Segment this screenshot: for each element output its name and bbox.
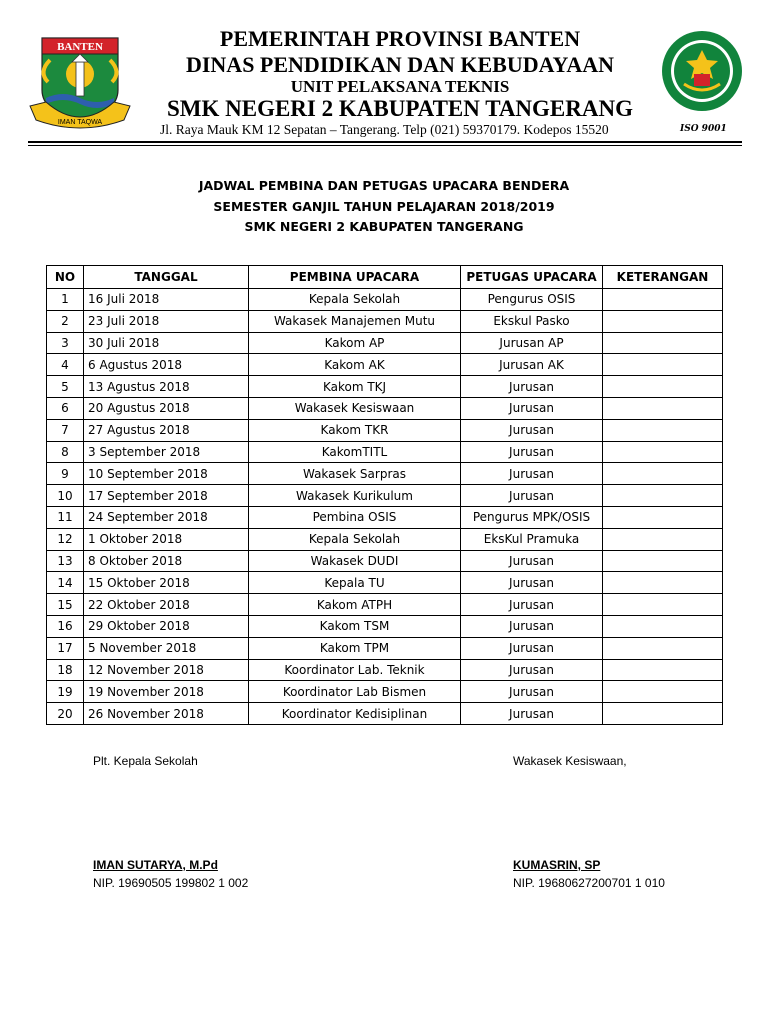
cell-pembina: Kepala TU <box>249 572 461 594</box>
cell-keterangan <box>603 615 723 637</box>
cell-tanggal: 19 November 2018 <box>84 681 249 703</box>
cell-tanggal: 12 November 2018 <box>84 659 249 681</box>
cell-tanggal: 20 Agustus 2018 <box>84 397 249 419</box>
cell-petugas: Jurusan <box>461 485 603 507</box>
table-row <box>47 397 723 419</box>
right-signature-name: KUMASRIN, SP <box>513 858 601 872</box>
cell-tanggal: 23 Juli 2018 <box>84 310 249 332</box>
cell-keterangan <box>603 310 723 332</box>
left-signature-role: Plt. Kepala Sekolah <box>93 754 198 768</box>
cell-tanggal: 22 Oktober 2018 <box>84 594 249 616</box>
cell-pembina: Wakasek Kesiswaan <box>249 397 461 419</box>
letterhead-rule-thick <box>28 141 742 143</box>
cell-tanggal: 3 September 2018 <box>84 441 249 463</box>
cell-tanggal: 6 Agustus 2018 <box>84 354 249 376</box>
cell-tanggal: 5 November 2018 <box>84 637 249 659</box>
cell-pembina: Kakom TKJ <box>249 376 461 398</box>
cell-no: 17 <box>47 637 84 659</box>
letterhead-line-3: UNIT PELAKSANA TEKNIS <box>290 77 510 96</box>
header-tanggal: TANGGAL <box>84 266 249 289</box>
svg-text:IMAN TAQWA: IMAN TAQWA <box>57 119 103 126</box>
cell-petugas: Jurusan <box>461 615 603 637</box>
left-signature-nip: NIP. 19690505 199802 1 002 <box>93 876 249 890</box>
cell-pembina: Kakom AP <box>249 332 461 354</box>
cell-tanggal: 13 Agustus 2018 <box>84 376 249 398</box>
cell-no: 16 <box>47 615 84 637</box>
header-pembina: PEMBINA UPACARA <box>249 266 461 289</box>
table-row <box>47 441 723 463</box>
cell-no: 18 <box>47 659 84 681</box>
table-row <box>47 354 723 376</box>
iso-label: ISO 9001 <box>680 124 727 134</box>
cell-petugas: Jurusan AK <box>461 354 603 376</box>
cell-tanggal: 8 Oktober 2018 <box>84 550 249 572</box>
cell-no: 13 <box>47 550 84 572</box>
cell-petugas: Pengurus MPK/OSIS <box>461 506 603 528</box>
cell-no: 10 <box>47 485 84 507</box>
cell-pembina: Kepala Sekolah <box>249 289 461 311</box>
cell-pembina: Wakasek Kurikulum <box>249 485 461 507</box>
table-row <box>47 594 723 616</box>
table-row <box>47 289 723 311</box>
right-signature-role: Wakasek Kesiswaan, <box>513 754 627 768</box>
letterhead-rule-thin <box>28 145 742 146</box>
school-seal-icon <box>660 30 744 112</box>
table-header-row <box>47 266 723 289</box>
cell-petugas: Jurusan <box>461 376 603 398</box>
document-title-line-2: SEMESTER GANJIL TAHUN PELAJARAN 2018/2019 <box>213 199 555 214</box>
cell-keterangan <box>603 463 723 485</box>
table-row <box>47 419 723 441</box>
table-row <box>47 637 723 659</box>
cell-keterangan <box>603 572 723 594</box>
cell-petugas: Jurusan <box>461 441 603 463</box>
cell-keterangan <box>603 594 723 616</box>
table-row <box>47 506 723 528</box>
svg-text:BANTEN: BANTEN <box>57 41 103 53</box>
document-title-line-3: SMK NEGERI 2 KABUPATEN TANGERANG <box>244 219 524 234</box>
cell-pembina: Kakom AK <box>249 354 461 376</box>
cell-no: 12 <box>47 528 84 550</box>
cell-no: 14 <box>47 572 84 594</box>
cell-keterangan <box>603 528 723 550</box>
cell-petugas: Jurusan AP <box>461 332 603 354</box>
cell-keterangan <box>603 681 723 703</box>
cell-no: 2 <box>47 310 84 332</box>
cell-tanggal: 10 September 2018 <box>84 463 249 485</box>
cell-petugas: Jurusan <box>461 594 603 616</box>
cell-keterangan <box>603 659 723 681</box>
cell-petugas: Pengurus OSIS <box>461 289 603 311</box>
table-row <box>47 376 723 398</box>
cell-pembina: Kakom ATPH <box>249 594 461 616</box>
cell-keterangan <box>603 485 723 507</box>
cell-pembina: Kepala Sekolah <box>249 528 461 550</box>
table-row <box>47 332 723 354</box>
cell-pembina: Wakasek Manajemen Mutu <box>249 310 461 332</box>
cell-petugas: Jurusan <box>461 659 603 681</box>
letterhead-address: Jl. Raya Mauk KM 12 Sepatan – Tangerang. Telp (021) 59370179. Kodepos 15520 <box>160 122 609 137</box>
cell-pembina: Wakasek Sarpras <box>249 463 461 485</box>
cell-tanggal: 30 Juli 2018 <box>84 332 249 354</box>
cell-no: 6 <box>47 397 84 419</box>
cell-pembina: Kakom TKR <box>249 419 461 441</box>
cell-pembina: Kakom TSM <box>249 615 461 637</box>
letterhead-school-name: SMK NEGERI 2 KABUPATEN TANGERANG <box>166 96 633 121</box>
table-row <box>47 681 723 703</box>
cell-no: 4 <box>47 354 84 376</box>
cell-no: 11 <box>47 506 84 528</box>
cell-no: 3 <box>47 332 84 354</box>
table-row <box>47 485 723 507</box>
cell-pembina: Pembina OSIS <box>249 506 461 528</box>
cell-no: 8 <box>47 441 84 463</box>
cell-tanggal: 17 September 2018 <box>84 485 249 507</box>
cell-no: 1 <box>47 289 84 311</box>
cell-petugas: Jurusan <box>461 681 603 703</box>
cell-keterangan <box>603 637 723 659</box>
document-title-line-1: JADWAL PEMBINA DAN PETUGAS UPACARA BENDERA <box>198 178 570 193</box>
header-petugas: PETUGAS UPACARA <box>461 266 603 289</box>
table-row <box>47 528 723 550</box>
cell-petugas: EksKul Pramuka <box>461 528 603 550</box>
cell-petugas: Jurusan <box>461 463 603 485</box>
cell-pembina: Koordinator Lab. Teknik <box>249 659 461 681</box>
cell-keterangan <box>603 419 723 441</box>
letterhead-line-2: DINAS PENDIDIKAN DAN KEBUDAYAAN <box>185 52 615 77</box>
cell-petugas: Jurusan <box>461 703 603 725</box>
cell-petugas: Jurusan <box>461 419 603 441</box>
cell-keterangan <box>603 506 723 528</box>
table-row <box>47 550 723 572</box>
left-signature-name: IMAN SUTARYA, M.Pd <box>93 858 218 872</box>
right-signature-nip: NIP. 19680627200701 1 010 <box>513 876 665 890</box>
schedule-table-body <box>47 289 723 725</box>
cell-no: 19 <box>47 681 84 703</box>
cell-keterangan <box>603 354 723 376</box>
cell-no: 7 <box>47 419 84 441</box>
cell-keterangan <box>603 289 723 311</box>
cell-keterangan <box>603 332 723 354</box>
table-row <box>47 310 723 332</box>
cell-no: 5 <box>47 376 84 398</box>
cell-tanggal: 27 Agustus 2018 <box>84 419 249 441</box>
cell-no: 9 <box>47 463 84 485</box>
cell-tanggal: 15 Oktober 2018 <box>84 572 249 594</box>
cell-keterangan <box>603 550 723 572</box>
cell-no: 15 <box>47 594 84 616</box>
table-row <box>47 659 723 681</box>
letterhead <box>0 0 768 150</box>
schedule-table <box>46 265 723 725</box>
cell-petugas: Jurusan <box>461 572 603 594</box>
cell-petugas: Jurusan <box>461 550 603 572</box>
cell-pembina: Kakom TPM <box>249 637 461 659</box>
cell-tanggal: 26 November 2018 <box>84 703 249 725</box>
cell-no: 20 <box>47 703 84 725</box>
cell-pembina: KakomTITL <box>249 441 461 463</box>
cell-tanggal: 1 Oktober 2018 <box>84 528 249 550</box>
cell-keterangan <box>603 441 723 463</box>
cell-keterangan <box>603 376 723 398</box>
table-row <box>47 572 723 594</box>
table-row <box>47 703 723 725</box>
table-row <box>47 615 723 637</box>
cell-tanggal: 16 Juli 2018 <box>84 289 249 311</box>
header-keterangan: KETERANGAN <box>603 266 723 289</box>
cell-tanggal: 29 Oktober 2018 <box>84 615 249 637</box>
cell-keterangan <box>603 703 723 725</box>
cell-petugas: Jurusan <box>461 637 603 659</box>
header-no: NO <box>47 266 84 289</box>
letterhead-line-1: PEMERINTAH PROVINSI BANTEN <box>219 26 581 51</box>
cell-keterangan <box>603 397 723 419</box>
cell-pembina: Koordinator Lab Bismen <box>249 681 461 703</box>
cell-petugas: Ekskul Pasko <box>461 310 603 332</box>
cell-tanggal: 24 September 2018 <box>84 506 249 528</box>
table-row <box>47 463 723 485</box>
cell-pembina: Koordinator Kedisiplinan <box>249 703 461 725</box>
cell-pembina: Wakasek DUDI <box>249 550 461 572</box>
cell-petugas: Jurusan <box>461 397 603 419</box>
